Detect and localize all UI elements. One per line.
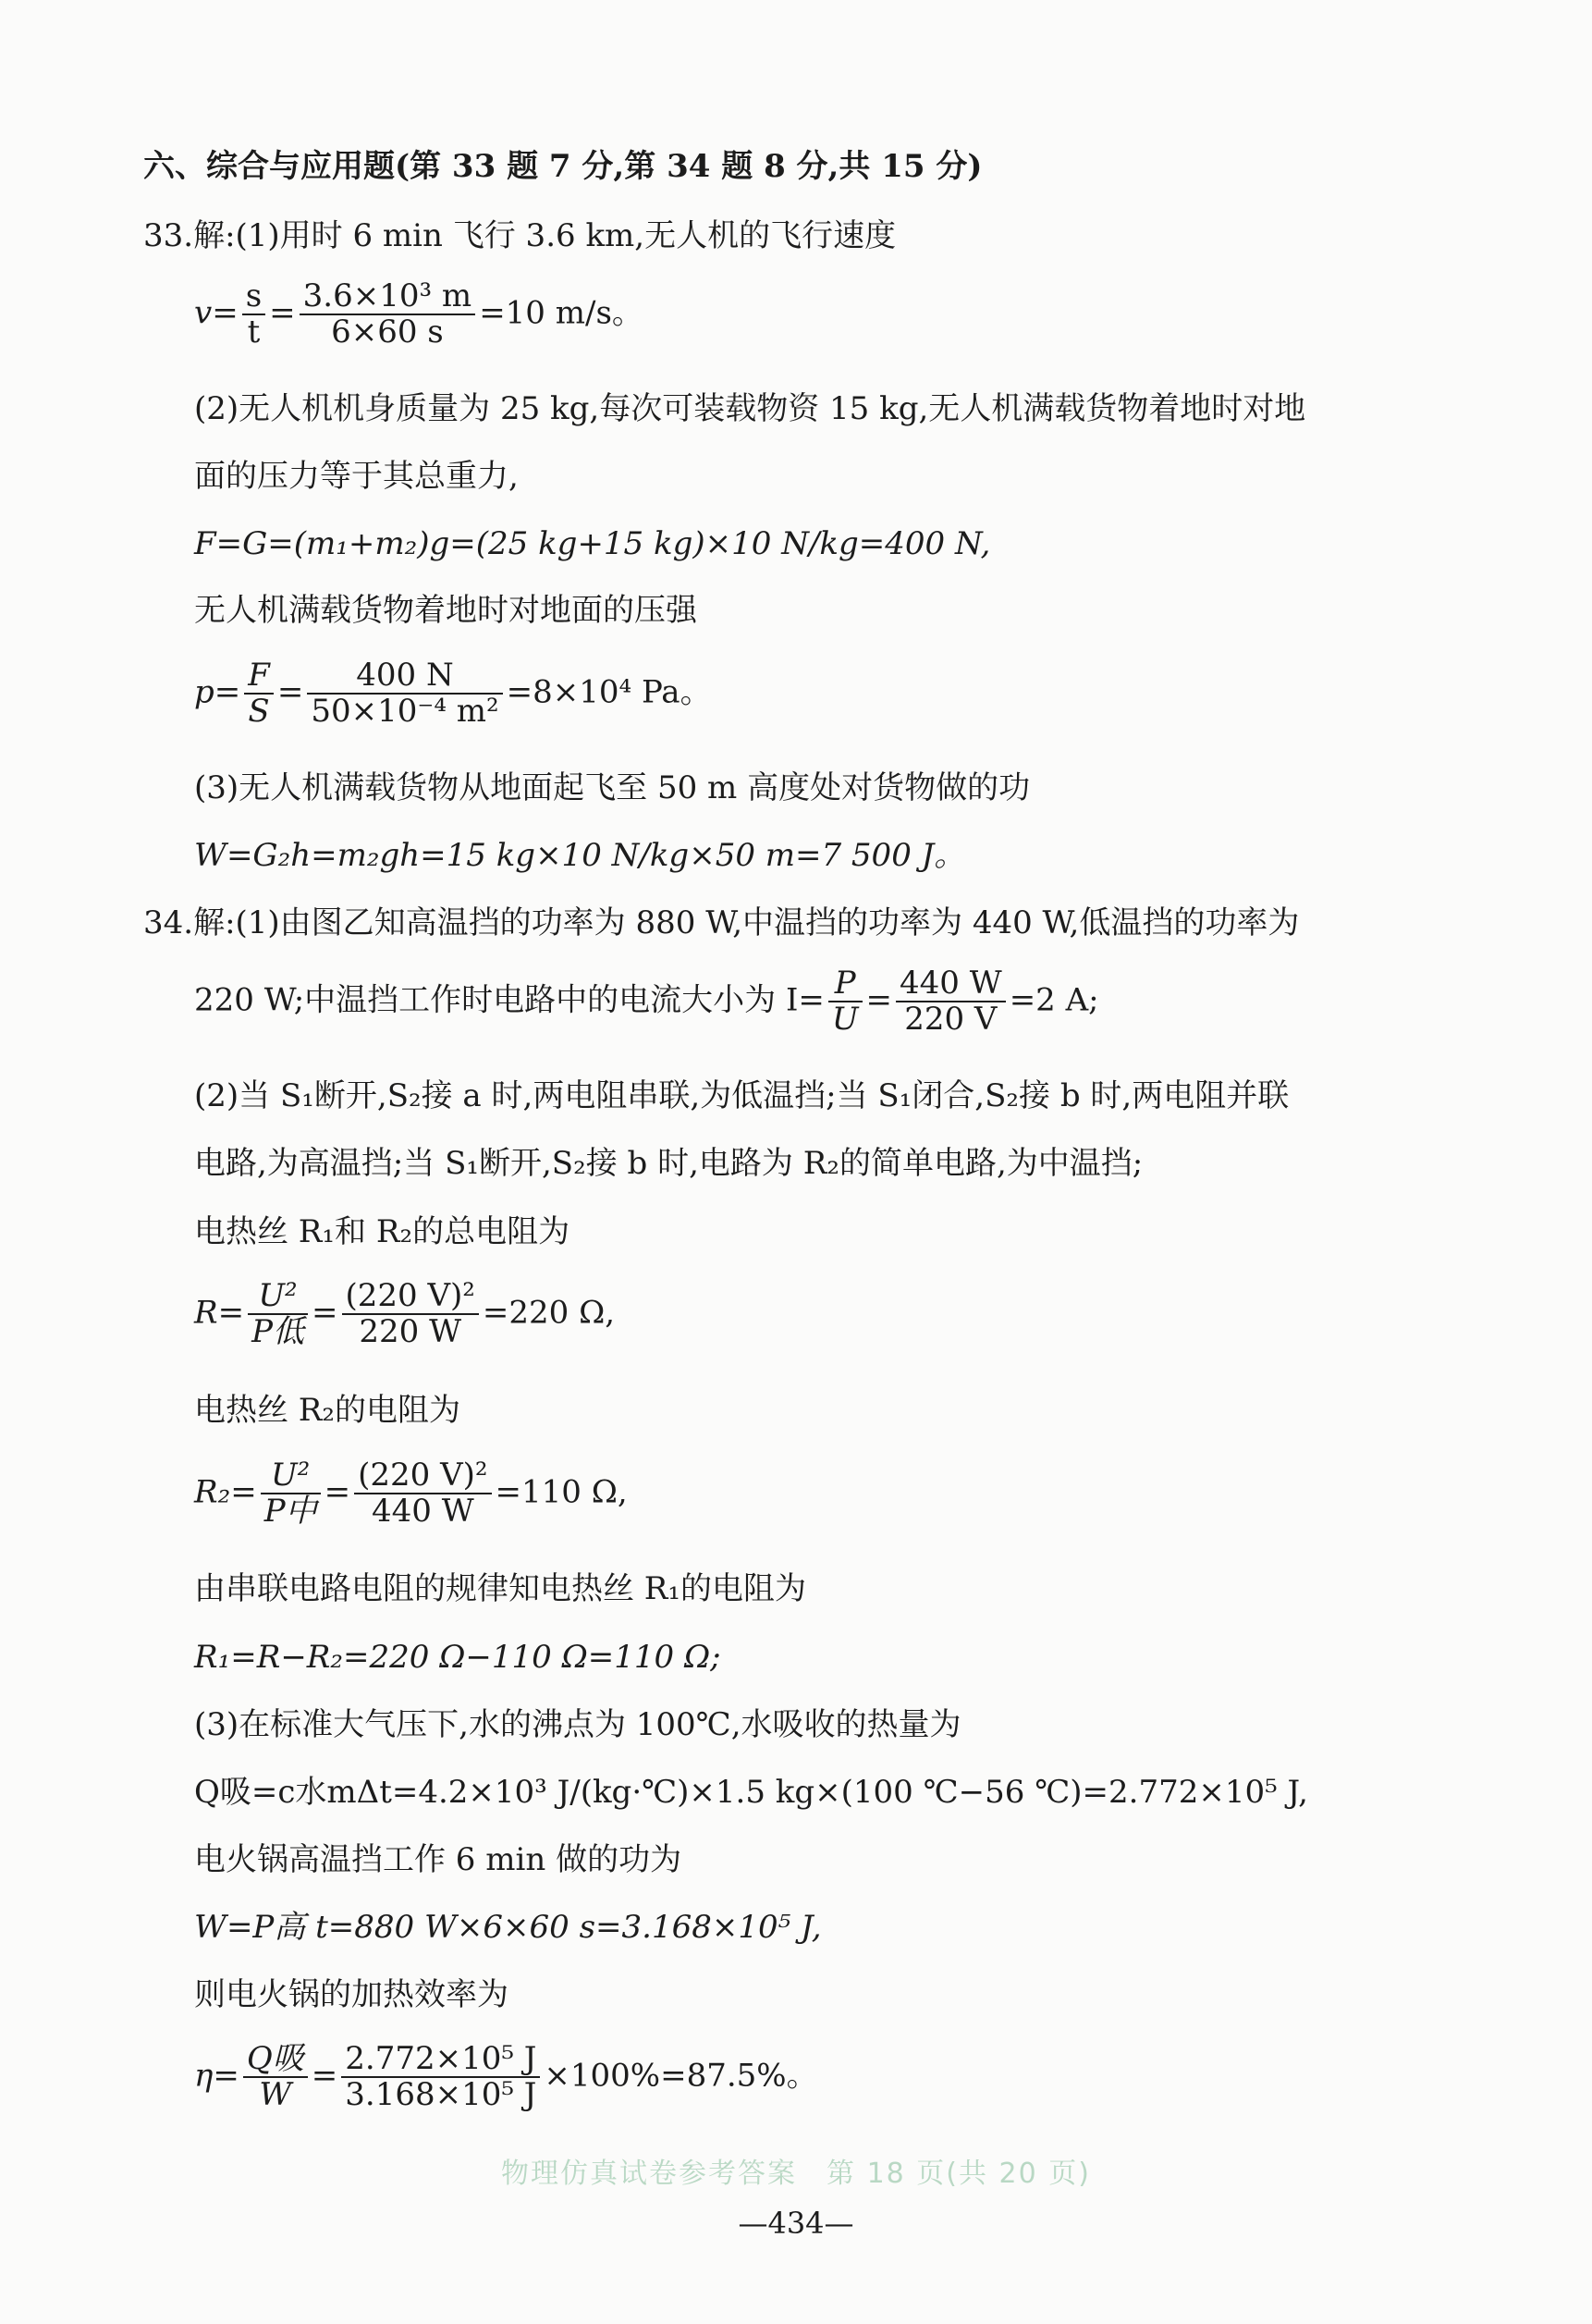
- q34-R2-frac2-den: 440 W: [372, 1493, 474, 1531]
- q34-eta-frac1-num: Q吸: [243, 2042, 308, 2078]
- q34-eta-frac2-num: 2.772×10⁵ J: [341, 2042, 540, 2078]
- q34-R2-frac1-den: P中: [263, 1493, 317, 1531]
- q33-p-frac1-num: F: [244, 658, 274, 695]
- q34-eta-frac2-den: 3.168×10⁵ J: [345, 2076, 537, 2114]
- q34-eta-frac1-den: W: [259, 2076, 292, 2114]
- q34-I-result: =2 A;: [1009, 981, 1099, 1019]
- section-title: 六、综合与应用题(第 33 题 7 分,第 34 题 8 分,共 15 分): [143, 148, 983, 185]
- q34-R-fraction-2: [342, 1279, 479, 1350]
- q33-v-frac2-num: 3.6×10³ m: [300, 279, 476, 315]
- q34-R-lhs: R: [194, 1294, 218, 1332]
- q34-R-frac1-den: P低: [251, 1313, 304, 1351]
- footer-watermark: 物理仿真试卷参考答案 第 18 页(共 20 页): [501, 2158, 1091, 2190]
- q34-I-frac2-num: 440 W: [896, 966, 1006, 1002]
- q33-work-equation: W=G₂h=m₂gh=15 kg×10 N/kg×50 m=7 500 J。: [194, 837, 966, 874]
- q33-v-frac1-den: t: [247, 314, 261, 351]
- q33-p-fraction-1: [244, 658, 274, 730]
- q34-R2-frac1-num: U²: [261, 1458, 321, 1494]
- q34-I-frac1-den: U: [831, 1001, 859, 1039]
- q33-v-frac1-num: s: [242, 279, 265, 315]
- q34-intro: 34.解:(1)由图乙知高温挡的功率为 880 W,中温挡的功率为 440 W,低温挡的功率为: [143, 904, 1300, 941]
- q33-pressure-equation: p= $\frac{F}{S}$ = $\frac{400 N}{\text{50×10⁻⁴ m²}}$ =8×10⁴ Pa。: [194, 657, 712, 731]
- q34-R2-fraction-2: [354, 1458, 491, 1530]
- q34-R-frac2-num: (220 V)²: [342, 1279, 479, 1315]
- q34-R-frac2-den: 220 W: [359, 1313, 462, 1351]
- q33-p-frac2-num: 400 N: [307, 658, 502, 695]
- q34-current-line: 220 W;中温挡工作时电路中的电流大小为 I= $\frac{P}{U}$ = $\frac{440 W}{220 V}$ =2 A;: [194, 965, 1099, 1039]
- q33-part2-line3: 无人机满载货物着地时对地面的压强: [194, 592, 697, 629]
- q34-I-frac2-den: 220 V: [904, 1001, 998, 1039]
- q34-eta-lhs: η: [194, 2057, 214, 2095]
- q34-R2-fraction-1: [261, 1458, 321, 1530]
- q34-work-equation: W=P高 t=880 W×6×60 s=3.168×10⁵ J,: [194, 1909, 822, 1946]
- q34-part2-line2: 电路,为高温挡;当 S₁断开,S₂接 b 时,电路为 R₂的简单电路,为中温挡;: [194, 1145, 1144, 1182]
- q33-v-frac2-den: 6×60 s: [331, 314, 444, 351]
- q33-force-equation: F=G=(m₁+m₂)g=(25 kg+15 kg)×10 N/kg=400 N,: [194, 525, 991, 562]
- q34-eta-fraction-1: [243, 2042, 308, 2113]
- q34-R-fraction-1: [248, 1279, 308, 1350]
- q34-R2-result: =110 Ω,: [495, 1473, 628, 1511]
- q34-heat-equation: Q吸=c水mΔt=4.2×10³ J/(kg·℃)×1.5 kg×(100 ℃−56 ℃)=2.772×10⁵ J,: [194, 1774, 1308, 1811]
- q34-R-result: =220 Ω,: [482, 1294, 616, 1332]
- page-number: —434—: [738, 2206, 854, 2241]
- q34-part2-line4: 电热丝 R₂的电阻为: [194, 1392, 461, 1429]
- q33-p-result: =8×10⁴ Pa。: [506, 673, 712, 711]
- q33-intro: 33.解:(1)用时 6 min 飞行 3.6 km,无人机的飞行速度: [143, 217, 897, 254]
- q33-part2-line2: 面的压力等于其总重力,: [194, 458, 519, 495]
- q34-I-frac1-num: P: [828, 966, 863, 1002]
- q34-part2-line5: 由串联电路电阻的规律知电热丝 R₁的电阻为: [194, 1570, 807, 1607]
- q34-total-resistance-equation: R= $\frac{\text{U²}}{\text{P低}}$ = $\frac{\text{(220 V)²}}{220 W}$ =220 Ω,: [194, 1277, 616, 1351]
- q34-R2-lhs: R₂: [194, 1473, 231, 1511]
- q34-efficiency-equation: η= $\frac{\text{Q吸}}{W}$ = $\frac{\text{2.772×10⁵ J}}{\text{3.168×10⁵ J}}$ ×100%=87.5%。: [194, 2040, 818, 2114]
- q33-p-fraction-2: [307, 658, 502, 730]
- q33-velocity-equation: v= $\frac{s}{t}$ = $\frac{\text{3.6×10³ m}}{6\times 60 s}$ =10 m/s。: [194, 277, 643, 351]
- q34-part3-line1: (3)在标准大气压下,水的沸点为 100℃,水吸收的热量为: [194, 1706, 961, 1743]
- q34-I-fraction-1: [828, 966, 863, 1038]
- q34-line2-text: 220 W;中温挡工作时电路中的电流大小为 I=: [194, 981, 825, 1019]
- q33-p-lhs: p: [194, 673, 214, 711]
- q33-v-lhs: v: [194, 294, 213, 332]
- q34-part2-line1: (2)当 S₁断开,S₂接 a 时,两电阻串联,为低温挡;当 S₁闭合,S₂接 b 时,两电阻并联: [194, 1077, 1290, 1114]
- q34-part2-line3: 电热丝 R₁和 R₂的总电阻为: [194, 1213, 570, 1250]
- q33-v-result: =10 m/s。: [479, 294, 643, 332]
- q34-part3-line3: 则电火锅的加热效率为: [194, 1976, 508, 2013]
- q34-part3-line2: 电火锅高温挡工作 6 min 做的功为: [194, 1841, 682, 1878]
- q34-r1-equation: R₁=R−R₂=220 Ω−110 Ω=110 Ω;: [194, 1639, 721, 1676]
- q33-p-frac2-den: 50×10⁻⁴ m²: [311, 693, 499, 731]
- q33-p-frac1-den: S: [248, 693, 270, 731]
- q33-part3-line1: (3)无人机满载货物从地面起飞至 50 m 高度处对货物做的功: [194, 769, 1031, 806]
- q34-eta-result: ×100%=87.5%。: [544, 2057, 818, 2095]
- q34-r2-equation: R₂= $\frac{\text{U²}}{\text{P中}}$ = $\frac{\text{(220 V)²}}{440 W}$ =110 Ω,: [194, 1457, 628, 1531]
- q33-part2-line1: (2)无人机机身质量为 25 kg,每次可装载物资 15 kg,无人机满载货物着地时对地: [194, 390, 1306, 427]
- q34-I-fraction-2: [896, 966, 1006, 1038]
- q34-eta-fraction-2: [341, 2042, 540, 2113]
- q34-R2-frac2-num: (220 V)²: [354, 1458, 491, 1494]
- q33-v-fraction-1: [242, 279, 265, 350]
- q34-R-frac1-num: U²: [248, 1279, 308, 1315]
- q33-v-fraction-2: [300, 279, 476, 350]
